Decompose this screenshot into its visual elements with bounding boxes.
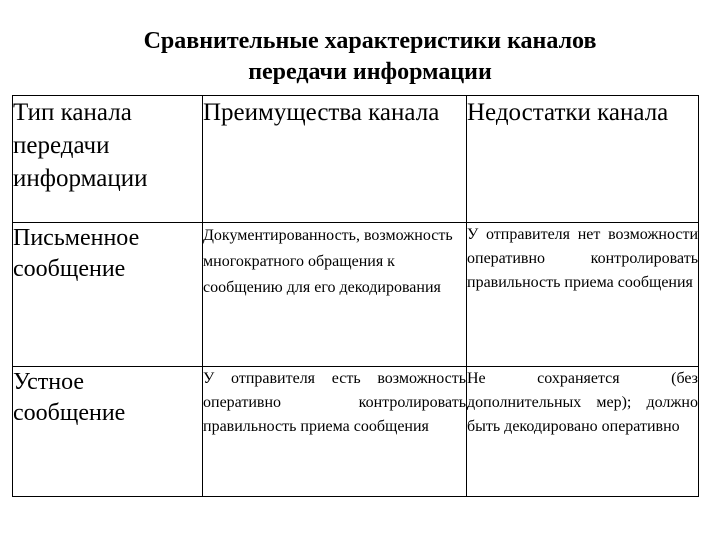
title-line-2: передачи информации <box>248 59 492 85</box>
page-title <box>60 26 680 88</box>
table-row <box>13 367 699 497</box>
header-disadvantages: Недостатки канала <box>467 96 699 223</box>
table-row <box>13 223 699 367</box>
header-advantages: Преимущества канала <box>203 96 467 223</box>
table-header-row <box>13 96 699 223</box>
cell-channel-type: Устное сообщение <box>13 367 203 497</box>
header-channel-type: Тип канала передачи информации <box>13 96 203 223</box>
title-line-1: Сравнительные характеристики каналов <box>143 28 597 54</box>
cell-disadvantages: У отправителя нет возможности оперативно контролировать правильность приема сообщения <box>467 223 699 367</box>
cell-disadvantages: Не сохраняется (без дополнительных мер); должно быть декодировано оперативно <box>467 367 699 497</box>
cell-channel-type: Письменное сообщение <box>13 223 203 367</box>
comparison-table <box>12 95 699 497</box>
cell-advantages: У отправителя есть возможность оперативно контролировать правильность приема сообщения <box>203 367 467 497</box>
cell-advantages: Документированность, возможность многократного обращения к сообщению для его декодирования <box>203 223 467 367</box>
